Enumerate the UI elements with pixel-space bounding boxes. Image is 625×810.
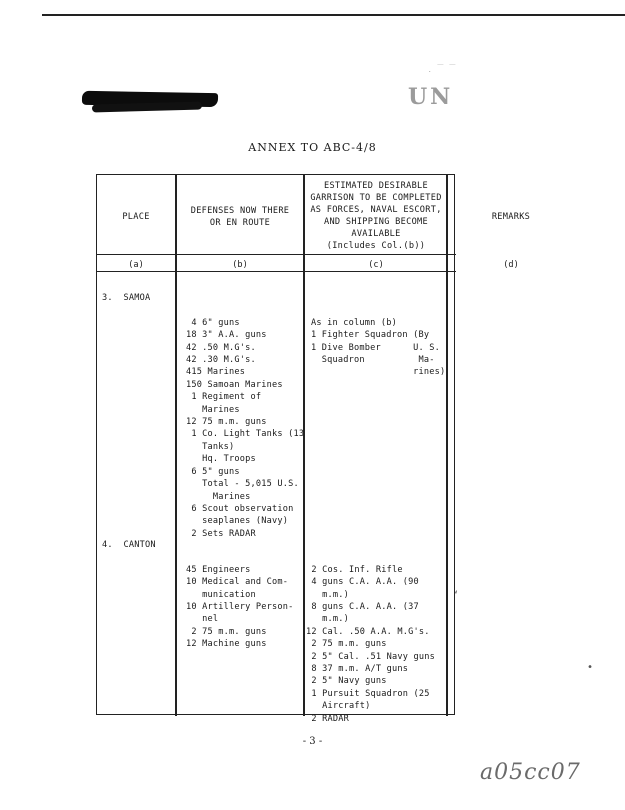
col-label-c: (c) [368,260,384,270]
annex-title: ANNEX TO ABC-4/8 [248,141,377,154]
top-rule [42,14,625,16]
row-canton-place: 4. CANTON [102,540,156,550]
handwritten-id: a05cc07 [480,760,581,785]
label-rule [96,271,456,272]
page-number: - 3 - [302,736,323,747]
col-divider-3 [446,174,448,716]
classification-stamp: UN [408,84,454,110]
stray-mark: ‘ [453,590,460,601]
col-label-d: (d) [503,260,519,270]
col-divider-1 [175,174,177,716]
redaction-bar-lower [92,102,202,113]
row-samoa-estimated: As in column (b) 1 Fighter Squadron (By 1 Dive Bomber U. S. Squadron Ma- rines) [311,317,446,378]
header-place: PLACE [122,212,150,222]
row-canton-estimated: 2 Cos. Inf. Rifle 4 guns C.A. A.A. (90 m.m.) 8 guns C.A. A.A. (37 m.m.) 12 Cal. .50 A.A. M.G's. 2 75 m.m. guns 2 5" Cal. .51 Navy guns 8 37 m.m. A/T guns 2 5" Navy guns 1 Pursuit Squadron (25 Aircraft) 2 RADAR [306,564,435,724]
stray-mark-right: • [587,662,594,673]
row-samoa-defenses: 4 6" guns 18 3" A.A. guns 42 .50 M.G's. 42 .30 M.G's. 415 Marines 150 Samoan Marines 1 Regiment of Marines 12 75 m.m. guns 1 Co. Light Tanks (13 Tanks) Hq. Troops 6 5" guns Total - 5,015 U.S. Marines 6 Scout observation seaplanes (Navy) 2 Sets RADAR [186,317,305,539]
header-rule [96,254,456,255]
header-estimated: ESTIMATED DESIRABLE GARRISON TO BE COMPLETED AS FORCES, NAVAL ESCORT, AND SHIPPING BECOME AVAILABLE (Includes Col.(b)) [310,181,442,251]
row-canton-defenses: 45 Engineers 10 Medical and Com- munication 10 Artillery Person- nel 2 75 m.m. guns 12 Machine guns [186,564,294,650]
col-label-a: (a) [128,260,144,270]
row-samoa-place: 3. SAMOA [102,293,151,303]
header-defenses: DEFENSES NOW THERE OR EN ROUTE [190,206,290,228]
header-remarks: REMARKS [491,212,531,222]
col-label-b: (b) [232,260,248,270]
faint-stamp-mark: ․ ‾ ‾ [428,64,456,75]
